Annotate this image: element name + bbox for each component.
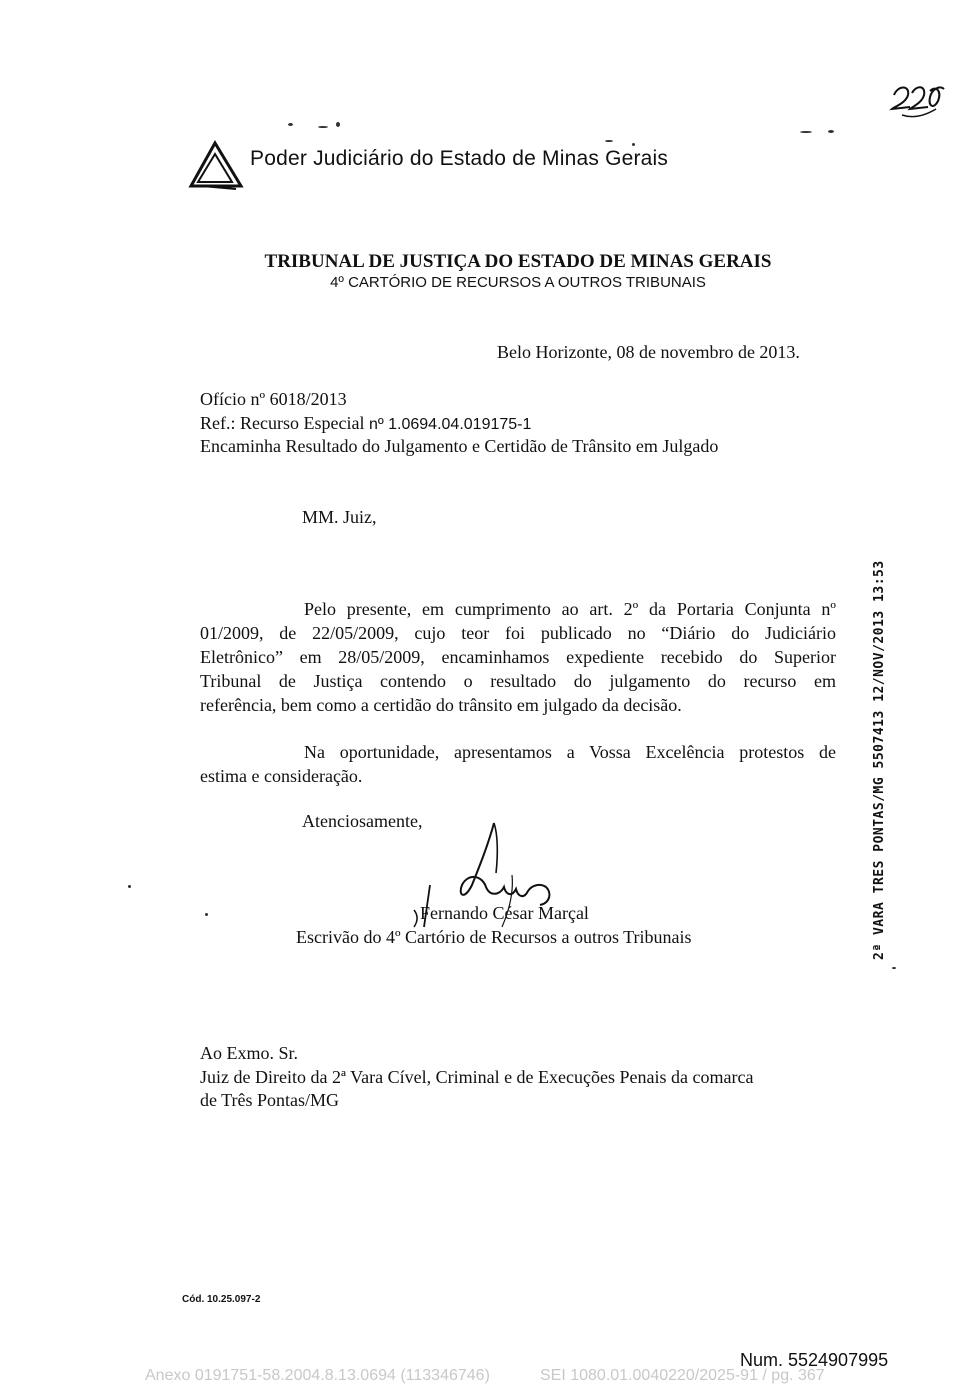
signer-name: Fernando César Marçal (420, 903, 589, 923)
paragraph-line: estima e consideração. (200, 766, 363, 786)
scan-speck (800, 131, 812, 133)
document-number: Num. 5524907995 (740, 1350, 889, 1370)
scan-speck (828, 130, 834, 133)
paragraph-line: Na oportunidade, apresentamos a Vossa Excelência protestos de (304, 742, 836, 762)
footer-sei: SEI 1080.01.0040220/2025-91 / pg. 367 (540, 1367, 825, 1384)
paragraph-line: Pelo presente, em cumprimento ao art. 2º da Portaria Conjunta nº (304, 599, 836, 619)
closing: Atenciosamente, (302, 811, 423, 831)
paragraph-line: referência, bem como a certidão do trânsito em julgado da decisão. (200, 695, 682, 715)
scan-speck (128, 885, 131, 888)
reference-label: Ref.: Recurso Especial (200, 413, 369, 433)
page-number-handwritten (880, 75, 950, 125)
court-name: TRIBUNAL DE JUSTIÇA DO ESTADO DE MINAS GERAIS (264, 251, 772, 272)
judiciary-logo-icon (188, 140, 244, 190)
scan-speck (892, 967, 896, 969)
reference-number: nº 1.0694.04.019175-1 (368, 416, 532, 433)
subject-line: Encaminha Resultado do Julgamento e Certidão de Trânsito em Julgado (200, 436, 719, 456)
paragraph-line: Eletrônico” em 28/05/2009, encaminhamos expediente recebido do Superior (200, 647, 836, 667)
date-line: Belo Horizonte, 08 de novembro de 2013. (497, 342, 800, 362)
footer-annex: Anexo 0191751-58.2004.8.13.0694 (113346746) (145, 1367, 490, 1384)
scan-speck (205, 913, 208, 916)
institution-name: Poder Judiciário do Estado de Minas Gerais (250, 147, 669, 170)
receipt-stamp: 2ª VARA TRES PONTAS/MG 5507413 12/NOV/2013 13:53 (872, 560, 887, 960)
court-office: 4º CARTÓRIO DE RECURSOS A OUTROS TRIBUNAIS (330, 274, 706, 291)
scan-speck (318, 126, 328, 128)
body-paragraph-2 (200, 740, 836, 788)
oficio-number: Ofício nº 6018/2013 (200, 389, 347, 409)
form-code: Cód. 10.25.097-2 (182, 1294, 261, 1305)
scan-speck (336, 122, 340, 127)
scan-speck (288, 123, 293, 126)
addressee-line-1: Ao Exmo. Sr. (200, 1043, 299, 1063)
scan-speck (632, 143, 635, 146)
reference-line (200, 413, 531, 434)
body-paragraph-1 (200, 597, 836, 717)
paragraph-line: 01/2009, de 22/05/2009, cujo teor foi publicado no “Diário do Judiciário (200, 623, 836, 643)
paragraph-line: Tribunal de Justiça contendo o resultado do julgamento do recurso em (200, 671, 836, 691)
salutation: MM. Juiz, (302, 507, 377, 527)
addressee-line-3: de Três Pontas/MG (200, 1090, 340, 1110)
signer-title: Escrivão do 4º Cartório de Recursos a outros Tribunais (296, 927, 692, 947)
scan-speck (605, 140, 613, 142)
addressee-line-2: Juiz de Direito da 2ª Vara Cível, Criminal e de Execuções Penais da comarca (200, 1067, 754, 1087)
